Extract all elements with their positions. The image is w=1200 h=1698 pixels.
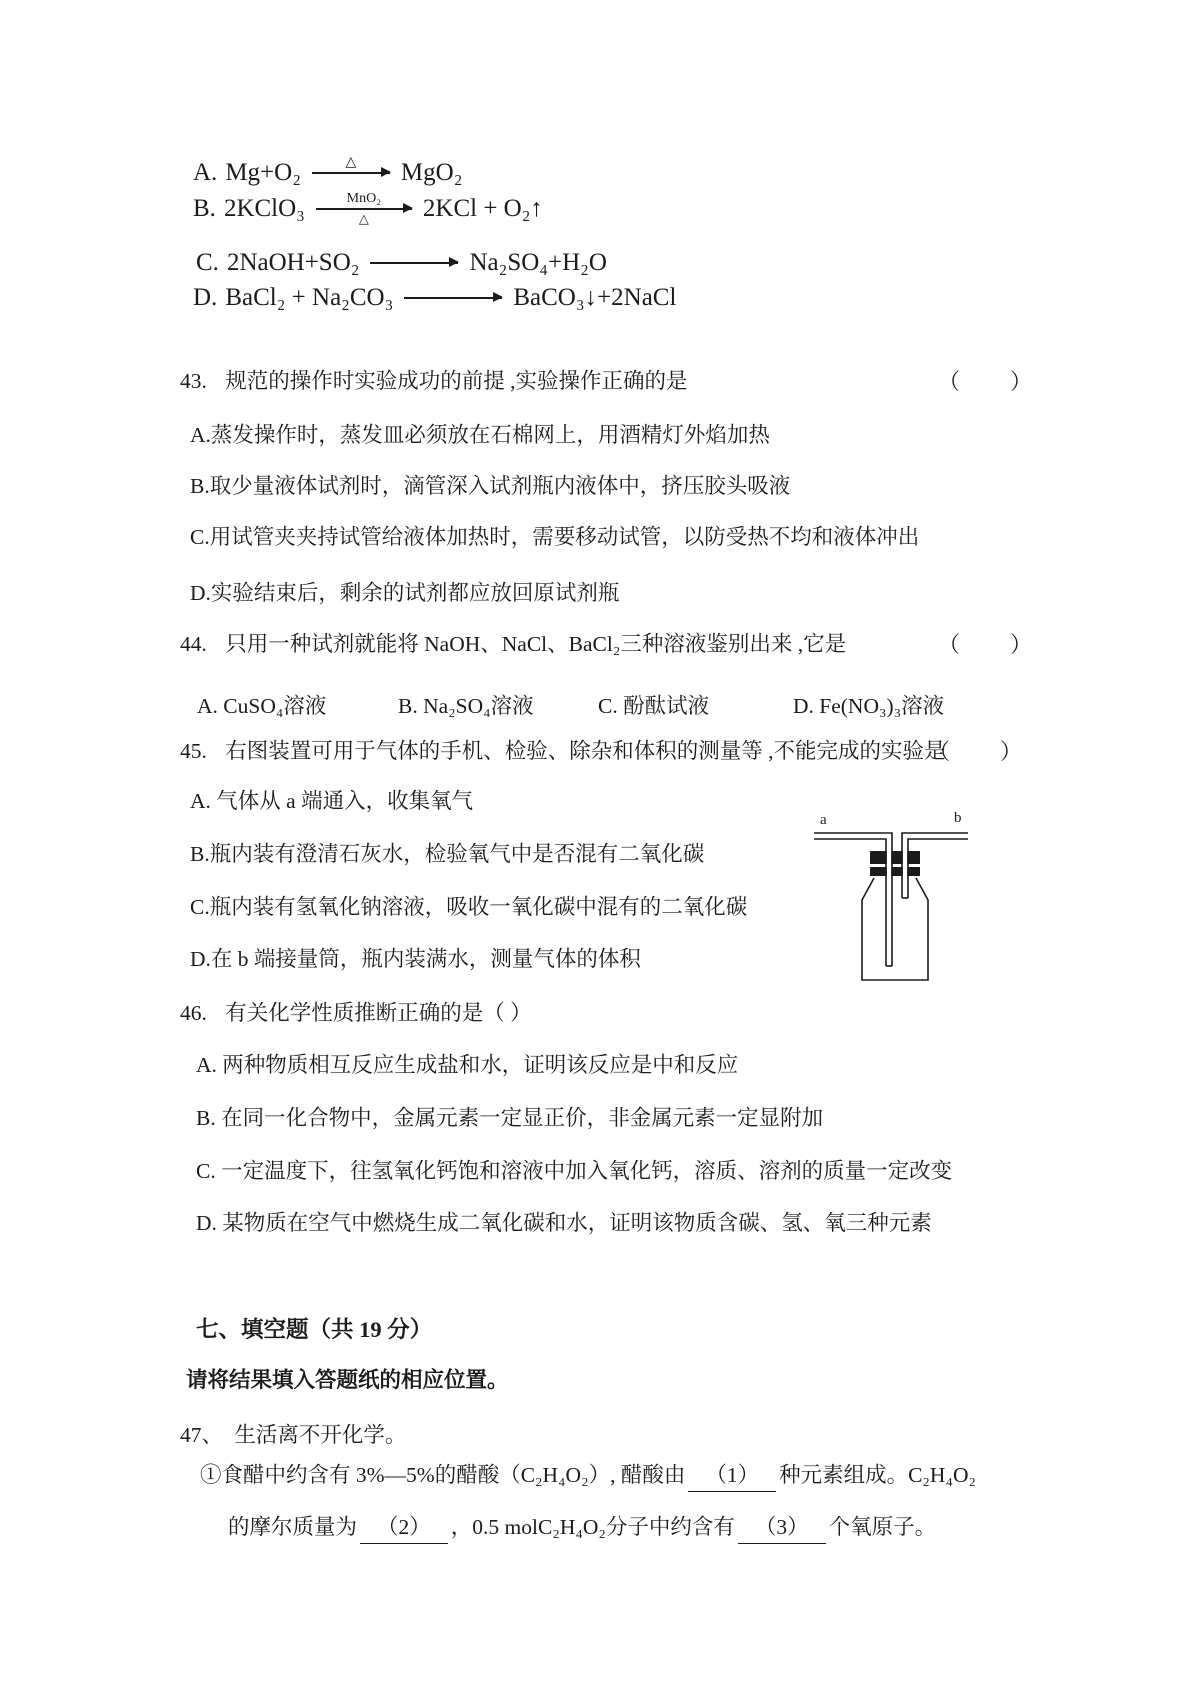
reaction-arrow bbox=[370, 246, 458, 281]
equation-b-lhs: 2KClO₃ bbox=[223, 195, 305, 223]
tube-channel bbox=[887, 850, 891, 877]
q47-line2 bbox=[228, 1514, 936, 1544]
q47-line2-mid: ，0.5 molC₂H₄O₂分子中约含有 bbox=[450, 1515, 735, 1539]
equation-c-rhs: Na₂SO₄+H₂O bbox=[469, 249, 607, 277]
q47-line1-pre: ①食醋中约含有 3%—5%的醋酸（C₂H₄O₂）, 醋酸由 bbox=[200, 1463, 686, 1487]
q43-stem: 规范的操作时实验成功的前提 ,实验操作正确的是 bbox=[225, 369, 688, 393]
q47-blank-1: （1） bbox=[688, 1462, 776, 1492]
q46-stem-row bbox=[180, 1000, 532, 1028]
bottle-outline bbox=[862, 878, 928, 980]
gas-bottle-svg bbox=[812, 806, 970, 986]
stopper-band-top bbox=[870, 851, 920, 864]
q43-stem-row bbox=[180, 368, 1200, 396]
reaction-arrow bbox=[312, 156, 390, 191]
q43-option-c: C.用试管夹夹持试管给液体加热时，需要移动试管，以防受热不均和液体冲出 bbox=[190, 525, 920, 549]
q47-number: 47、 bbox=[180, 1423, 224, 1447]
equation-d-label: D. bbox=[193, 284, 218, 312]
q47-stem-row bbox=[180, 1422, 406, 1450]
q47-line1-post: 种元素组成。C₂H₄O₂ bbox=[779, 1463, 976, 1487]
q45-answer-paren: （ ） bbox=[928, 739, 1025, 764]
equation-a-rhs: MgO₂ bbox=[400, 159, 463, 187]
arrow-shaft bbox=[404, 297, 502, 299]
q44-option-d: D. Fe(NO₃)₃溶液 bbox=[793, 694, 945, 718]
reaction-arrow bbox=[316, 192, 412, 227]
q46-stem: 有关化学性质推断正确的是（ ） bbox=[225, 1001, 532, 1025]
q47-blank-2: （2） bbox=[360, 1514, 448, 1544]
q45-number: 45. bbox=[180, 739, 207, 763]
equation-option-b bbox=[193, 192, 543, 227]
q44-stem-row bbox=[180, 631, 1200, 659]
equation-b-rhs: 2KCl + O₂↑ bbox=[422, 195, 543, 223]
q46-option-b: B. 在同一化合物中，金属元素一定显正价，非金属元素一定显附加 bbox=[196, 1106, 824, 1130]
equation-option-c bbox=[196, 246, 607, 281]
equation-option-a bbox=[193, 156, 462, 191]
arrow-shaft bbox=[316, 208, 412, 210]
q43-option-a: A.蒸发操作时，蒸发皿必须放在石棉网上，用酒精灯外焰加热 bbox=[190, 423, 770, 447]
q46-option-c: C. 一定温度下，往氢氧化钙饱和溶液中加入氧化钙，溶质、溶剂的质量一定改变 bbox=[196, 1159, 953, 1183]
q45-stem: 右图装置可用于气体的手机、检验、除杂和体积的测量等 ,不能完成的实验是 bbox=[225, 739, 946, 763]
q44-option-a: A. CuSO₄溶液 bbox=[197, 694, 327, 718]
q45-option-d: D.在 b 端接量筒，瓶内装满水，测量气体的体积 bbox=[190, 947, 641, 971]
equation-d-lhs: BaCl₂ + Na₂CO₃ bbox=[225, 284, 394, 312]
q47-line1 bbox=[200, 1462, 976, 1492]
q44-option-b: B. Na₂SO₄溶液 bbox=[398, 694, 534, 718]
q43-option-d: D.实验结束后，剩余的试剂都应放回原试剂瓶 bbox=[190, 581, 620, 605]
tube-b-label: b bbox=[954, 810, 962, 826]
equation-c-lhs: 2NaOH+SO₂ bbox=[226, 249, 360, 277]
q45-option-a: A. 气体从 a 端通入，收集氧气 bbox=[190, 789, 474, 813]
q46-number: 46. bbox=[180, 1001, 207, 1025]
q45-option-c: C.瓶内装有氢氧化钠溶液，吸收一氧化碳中混有的二氧化碳 bbox=[190, 895, 748, 919]
q47-blank-3: （3） bbox=[738, 1514, 826, 1544]
arrow-condition-above: △ bbox=[345, 155, 357, 170]
equation-d-rhs: BaCO₃↓+2NaCl bbox=[513, 284, 677, 312]
arrow-shaft bbox=[312, 172, 390, 174]
equation-a-label: A. bbox=[193, 159, 218, 187]
arrow-condition-above: MnO₂ bbox=[346, 191, 382, 206]
section-7-instruction: 请将结果填入答题纸的相应位置。 bbox=[186, 1368, 509, 1392]
q44-answer-paren: （ ） bbox=[938, 632, 1035, 657]
q46-option-a: A. 两种物质相互反应生成盐和水，证明该反应是中和反应 bbox=[196, 1053, 739, 1077]
arrow-condition-below: △ bbox=[358, 210, 369, 226]
q43-number: 43. bbox=[180, 369, 207, 393]
q44-options-row bbox=[0, 689, 1200, 719]
reaction-arrow bbox=[404, 281, 502, 316]
q44-stem: 只用一种试剂就能将 NaOH、NaCl、BaCl₂三种溶液鉴别出来 ,它是 bbox=[225, 632, 847, 656]
q47-line2-post: 个氧原子。 bbox=[828, 1515, 937, 1539]
tube-a-label: a bbox=[820, 812, 827, 828]
q46-option-d: D. 某物质在空气中燃烧生成二氧化碳和水，证明该物质含碳、氢、氧三种元素 bbox=[196, 1211, 932, 1235]
equation-c-label: C. bbox=[196, 249, 219, 277]
section-7-title: 七、填空题（共 19 分） bbox=[196, 1317, 433, 1342]
q43-answer-paren: （ ） bbox=[938, 369, 1035, 394]
q47-stem: 生活离不开化学。 bbox=[234, 1423, 407, 1447]
q43-option-b: B.取少量液体试剂时，滴管深入试剂瓶内液体中，挤压胶头吸液 bbox=[190, 474, 791, 498]
stopper-band-bottom bbox=[870, 867, 920, 876]
equation-b-label: B. bbox=[193, 195, 216, 223]
tube-channel bbox=[903, 850, 907, 877]
q44-option-c: C. 酚酞试液 bbox=[598, 694, 710, 718]
q47-line2-pre: 的摩尔质量为 bbox=[228, 1515, 358, 1539]
equation-a-lhs: Mg+O₂ bbox=[225, 159, 301, 187]
gas-washing-bottle-diagram bbox=[812, 806, 970, 991]
outlet-tube-b bbox=[902, 833, 968, 898]
arrow-shaft bbox=[370, 262, 458, 264]
equation-option-d bbox=[193, 281, 676, 316]
q45-stem-row bbox=[180, 738, 1200, 766]
q45-option-b: B.瓶内装有澄清石灰水，检验氧气中是否混有二氧化碳 bbox=[190, 842, 705, 866]
q44-number: 44. bbox=[180, 632, 207, 656]
